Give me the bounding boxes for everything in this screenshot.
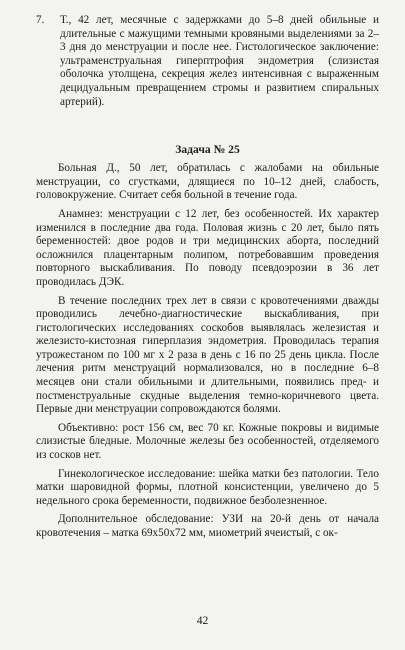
case-item-7 (36, 14, 379, 109)
item-text: Т., 42 лет, месячные с задержками до 5–8 дней обильные и длительные с мажущими темными кровяными выделениями за 2–3 дня до менструации и после нее. Гистологическое заключение: ультраменструальная гиперптрофия эндометрия (слизистая оболочка утолщена, секреция желез интенсивная с выраженным децидуальным превращением стромы и развитием спиральных артерий). (60, 14, 379, 108)
paragraph-history: В течение последних трех лет в связи с кровотечениями дважды проводились лечебно-диагностические выскабливания, при гистологических исследованиях соскобов выявлялась железистая и железисто-кистозная гиперплазия эндометрия. Проводилась терапия утрожестаном по 100 мг х 2 раза в день с 16 по 25 день цикла. После лечения ритм менструаций нормализовался, но в последние 6–8 месяцев они стали обильными и длительными, появились пред- и постменструальные скудные выделения темно-коричневого цвета. Первые дни менструации сопровождаются болями. (36, 294, 379, 416)
task-title: Задача № 25 (175, 143, 240, 157)
paragraph-complaints: Больная Д., 50 лет, обратилась с жалобами на обильные менструации, со сгустками, длящиеся по 10–12 дней, слабость, головокружение. Считает себя больной в течение года. (36, 162, 379, 202)
paragraph-objective: Объективно: рост 156 см, вес 70 кг. Кожные покровы и видимые слизистые бледные. Молочные железы без особенностей, отделяемого из сосков нет. (36, 421, 379, 462)
item-number: 7. (36, 14, 45, 26)
paragraph-gynecology: Гинекологическое исследование: шейка матки без патологии. Тело матки шаровидной формы, плотной консистенции, увеличено до 5 недельного срока беременности, подвижное безболезненное. (36, 467, 379, 507)
paragraph-anamnesis: Анамнез: менструации с 12 лет, без особенностей. Их характер изменился в последние два года. Половая жизнь с 20 лет, было пять беременностей: двое родов и три медицинских аборта, последний осложнился плацентарным полипом, потребовавшим проведения повторного выскабливания. По поводу псевдоэрозии в 36 лет проводилась ДЭК. (36, 207, 379, 288)
paragraph-additional-exam: Дополнительное обследование: УЗИ на 20-й день от начала кровотечения – матка 69х50х72 мм, миометрий ячеистый, с ок- (36, 513, 379, 539)
page-number: 42 (196, 614, 209, 627)
